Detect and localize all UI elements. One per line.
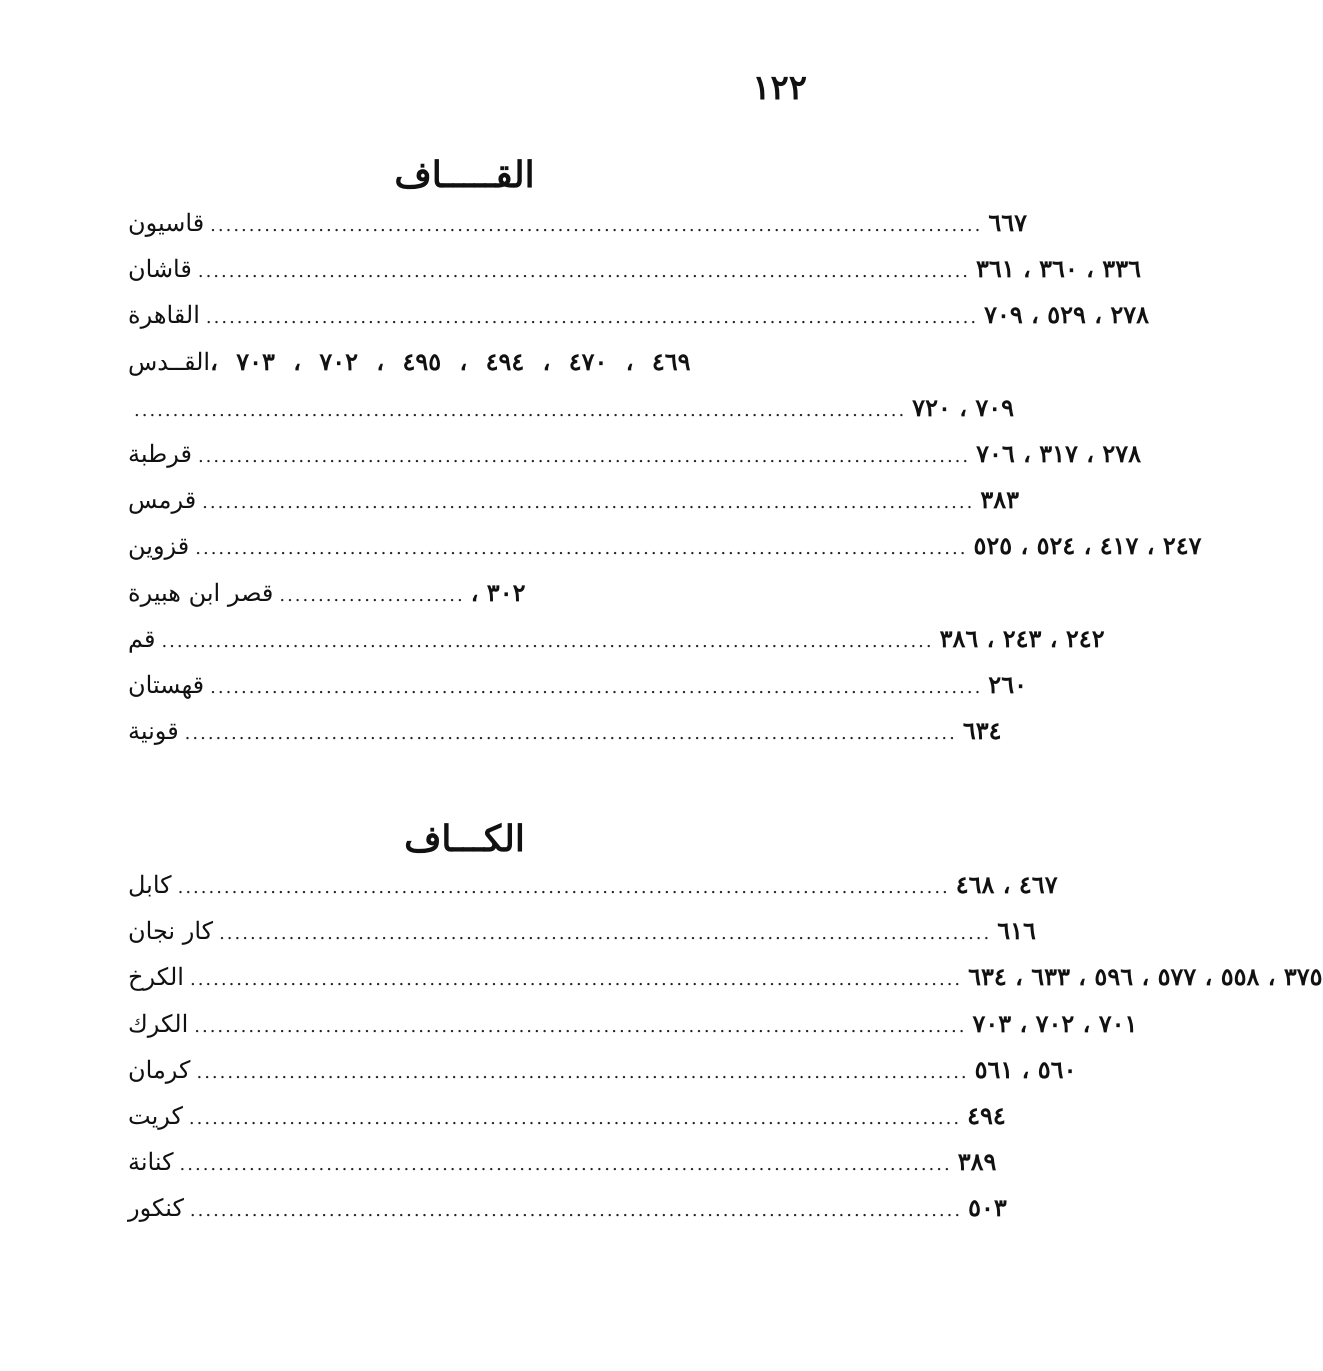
entry-pages: ٤٦٧ ، ٤٦٨: [955, 870, 1058, 899]
index-entry-continuation: [120, 392, 1014, 439]
leader-dots: ....................................................................................................: [210, 215, 983, 236]
index-entry: [120, 208, 1028, 254]
entry-name: الكرك: [128, 1009, 189, 1038]
leader-dots: ....................................................................................................: [197, 445, 971, 467]
entry-pages: ٣٨٣: [980, 485, 1020, 515]
index-entry: [120, 578, 815, 624]
entry-name: قرطبة: [128, 439, 192, 468]
leader-dots: ....................................................................................................: [189, 1200, 963, 1222]
entry-name: القــدس: [128, 347, 211, 376]
entry-pages: ٧٠١ ، ٧٠٢ ، ٧٠٣: [972, 1008, 1138, 1038]
entry-pages: ٦١٦: [997, 916, 1036, 946]
leader-dots: ....................................................................................................: [134, 399, 907, 421]
entry-pages: ٧٠٩ ، ٧٢٠: [912, 392, 1014, 422]
entry-name: كرمان: [128, 1055, 191, 1084]
leader-dots: ....................................................................................................: [179, 1154, 952, 1176]
entry-pages: ٦٣٤: [962, 716, 1002, 746]
entry-pages: ٣٧٥ ، ٥٥٨ ، ٥٧٧ ، ٥٩٦ ، ٦٣٣ ، ٦٣٤: [968, 962, 1323, 992]
entry-pages: ٦٦٧: [988, 208, 1028, 237]
entry-pages: ٢٧٨ ، ٥٢٩ ، ٧٠٩: [984, 300, 1150, 330]
leader-dots: ....................................................................................................: [161, 630, 934, 652]
index-entry: [120, 1054, 1077, 1101]
index-entry: [120, 623, 1105, 670]
index-entry: [120, 669, 1027, 716]
entry-pages: ٣٨٩: [957, 1147, 997, 1177]
entry-name: القاهرة: [128, 301, 200, 330]
index-list-kaf: [120, 870, 1323, 1240]
entry-name: قم: [128, 624, 156, 653]
index-entry: [120, 438, 1142, 485]
entry-pages: ٤٩٤: [967, 1100, 1006, 1130]
leader-dots: ....................................................................................................: [195, 538, 968, 560]
entry-name: كار نجان: [128, 917, 214, 946]
entry-pages: ٣٠٢ ،: [470, 577, 526, 607]
leader-dots: ........................: [279, 584, 465, 606]
leader-dots: ....................................................................................................: [194, 1015, 967, 1037]
entry-name: كنكور: [128, 1194, 184, 1223]
leader-dots: ....................................................................................................: [202, 492, 975, 514]
entry-pages: ٢٤٧ ، ٤١٧ ، ٥٢٤ ، ٥٢٥: [973, 531, 1202, 561]
leader-dots: ....................................................................................................: [188, 1107, 962, 1129]
entry-name: كنانة: [128, 1148, 174, 1177]
leader-dots: ....................................................................................................: [210, 676, 983, 698]
index-entry: [120, 870, 1058, 916]
index-entry: [120, 485, 1020, 531]
entry-name: قاسيون: [128, 209, 205, 237]
section-title-qaf: القـــــاف: [394, 154, 535, 196]
leader-dots: ....................................................................................................: [184, 723, 957, 745]
entry-name: كابل: [128, 871, 172, 899]
leader-dots: ....................................................................................................: [219, 923, 992, 945]
index-entry: [120, 531, 1202, 577]
index-entry: [120, 1100, 1006, 1147]
entry-name: كريت: [128, 1101, 183, 1130]
index-entry: [120, 1147, 997, 1193]
entry-pages: ٢٧٨ ، ٣١٧ ، ٧٠٦: [976, 438, 1142, 468]
index-entry: [120, 1193, 1007, 1239]
entry-name: قزوين: [128, 532, 190, 561]
section-title-kaf: الكـــاف: [404, 818, 525, 860]
entry-pages: ٥٠٣: [968, 1193, 1007, 1223]
entry-name: قاشان: [128, 255, 192, 284]
page-number: ١٢٢: [752, 68, 807, 108]
entry-name: قهستان: [128, 670, 205, 699]
entry-name: قصر ابن هبيرة: [128, 578, 274, 607]
index-entry: [120, 300, 1150, 346]
entry-name: قونية: [128, 717, 179, 746]
entry-pages: ٤٦٩ ، ٤٧٠ ، ٤٩٤ ، ٤٩٥ ، ٧٠٢ ، ٧٠٣ ،: [210, 346, 691, 376]
index-entry: [120, 254, 1141, 300]
index-entry: [120, 716, 1002, 762]
leader-dots: ....................................................................................................: [177, 877, 950, 898]
leader-dots: ....................................................................................................: [196, 1061, 969, 1083]
entry-pages: ٣٣٦ ، ٣٦٠ ، ٣٦١: [976, 254, 1141, 284]
leader-dots: ....................................................................................................: [205, 307, 979, 329]
entry-name: قرمس: [128, 486, 197, 515]
entry-pages: ٢٦٠: [988, 669, 1027, 699]
leader-dots: ....................................................................................................: [189, 969, 963, 991]
entry-pages: ٥٦٠ ، ٥٦١: [974, 1054, 1077, 1084]
index-entry: [120, 916, 1036, 962]
entry-name: الكرخ: [128, 963, 184, 992]
index-entry: [120, 962, 1323, 1008]
leader-dots: ....................................................................................................: [197, 261, 971, 283]
index-entry: [120, 1008, 1138, 1055]
index-entry: [120, 347, 815, 393]
index-list-qaf: [120, 208, 1202, 762]
entry-pages: ٢٤٢ ، ٢٤٣ ، ٣٨٦: [939, 623, 1105, 653]
